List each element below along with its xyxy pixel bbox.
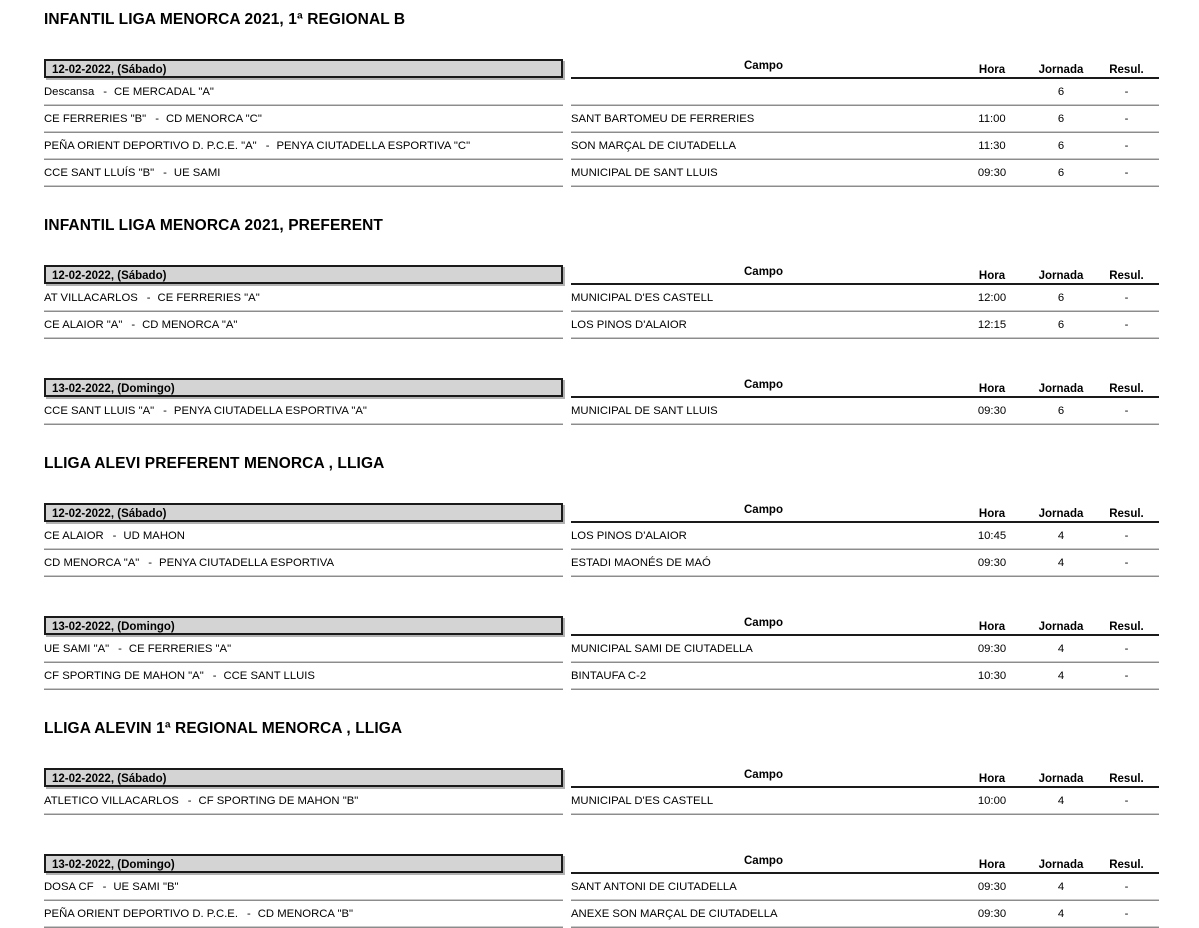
time-cell	[956, 78, 1028, 106]
round-cell: 4	[1028, 663, 1094, 690]
day-group	[0, 608, 1199, 690]
away-team: UE SAMI "B"	[113, 880, 179, 893]
day-group	[0, 495, 1199, 577]
date-bar	[44, 59, 563, 78]
field-cell: LOS PINOS D'ALAIOR	[571, 522, 956, 550]
home-team: CE ALAIOR	[44, 529, 104, 542]
date-bar	[44, 378, 563, 397]
away-team: CF SPORTING DE MAHON "B"	[198, 794, 359, 807]
round-cell: 4	[1028, 522, 1094, 550]
team-separator: -	[146, 291, 151, 304]
team-separator: -	[265, 140, 270, 153]
field-cell: LOS PINOS D'ALAIOR	[571, 312, 956, 339]
gap-cell	[563, 663, 571, 690]
gap-cell	[563, 106, 571, 133]
gap-cell	[563, 397, 571, 425]
round-cell: 4	[1028, 901, 1094, 928]
field-cell: SON MARÇAL DE CIUTADELLA	[571, 133, 956, 160]
table-header-row	[44, 760, 1159, 787]
round-cell: 6	[1028, 397, 1094, 425]
gap-cell	[563, 787, 571, 815]
home-team: ATLETICO VILLACARLOS	[44, 794, 179, 807]
date-bar	[44, 768, 563, 787]
competition-section	[0, 425, 1199, 690]
date-value: 12-02-2022,	[52, 64, 115, 77]
date-bar-cell	[44, 495, 563, 522]
column-header-resultado: Resul.	[1094, 51, 1159, 78]
header-spacer	[563, 608, 571, 635]
home-team: CF SPORTING DE MAHON "A"	[44, 670, 204, 683]
time-cell: 09:30	[956, 397, 1028, 425]
weekday-value: (Domingo)	[117, 621, 175, 634]
result-cell: -	[1094, 133, 1159, 160]
time-cell: 10:45	[956, 522, 1028, 550]
header-spacer	[563, 257, 571, 284]
result-cell: -	[1094, 522, 1159, 550]
match-cell	[44, 160, 563, 187]
away-team: PENYA CIUTADELLA ESPORTIVA	[159, 557, 334, 570]
spacer	[0, 690, 1199, 720]
result-cell: -	[1094, 873, 1159, 901]
away-team: CE FERRERIES "A"	[128, 642, 232, 655]
table-header-row	[44, 370, 1159, 397]
match-cell	[44, 522, 563, 550]
date-value: 12-02-2022,	[52, 508, 115, 521]
field-cell: SANT ANTONI DE CIUTADELLA	[571, 873, 956, 901]
gap-cell	[563, 522, 571, 550]
gap-cell	[563, 78, 571, 106]
header-spacer	[563, 51, 571, 78]
header-spacer	[563, 495, 571, 522]
competition-title: LLIGA ALEVIN 1ª REGIONAL MENORCA , LLIGA	[44, 720, 403, 738]
column-header-resultado: Resul.	[1094, 495, 1159, 522]
home-team: Descansa	[44, 85, 95, 98]
field-cell: ESTADI MAONÉS DE MAÓ	[571, 550, 956, 577]
away-team: CE MERCADAL "A"	[114, 85, 214, 98]
gap-cell	[563, 133, 571, 160]
round-cell: 6	[1028, 284, 1094, 312]
weekday-value: (Sábado)	[117, 508, 167, 521]
time-cell: 09:30	[956, 550, 1028, 577]
competition-title: INFANTIL LIGA MENORCA 2021, PREFERENT	[44, 217, 384, 235]
fixtures-table	[44, 51, 1159, 187]
fixtures-table	[44, 608, 1159, 690]
table-header-row	[44, 846, 1159, 873]
column-header-resultado: Resul.	[1094, 370, 1159, 397]
table-header-row	[44, 495, 1159, 522]
spacer	[0, 187, 1199, 217]
result-cell: -	[1094, 901, 1159, 928]
match-cell	[44, 106, 563, 133]
column-header-jornada: Jornada	[1028, 760, 1094, 787]
column-header-jornada: Jornada	[1028, 257, 1094, 284]
time-cell: 10:00	[956, 787, 1028, 815]
column-header-hora: Hora	[956, 257, 1028, 284]
column-header-resultado: Resul.	[1094, 846, 1159, 873]
day-group	[0, 760, 1199, 815]
fixtures-table	[44, 257, 1159, 339]
match-cell	[44, 663, 563, 690]
round-cell: 6	[1028, 106, 1094, 133]
away-team: CCE SANT LLUIS	[223, 670, 315, 683]
field-cell: MUNICIPAL SAMI DE CIUTADELLA	[571, 635, 956, 663]
table-row	[44, 160, 1159, 187]
match-cell	[44, 284, 563, 312]
result-cell: -	[1094, 787, 1159, 815]
column-header-hora: Hora	[956, 51, 1028, 78]
away-team: CD MENORCA "B"	[257, 908, 354, 921]
result-cell: -	[1094, 78, 1159, 106]
date-bar	[44, 854, 563, 873]
column-header-hora: Hora	[956, 495, 1028, 522]
away-team: UD MAHON	[123, 529, 185, 542]
date-value: 12-02-2022,	[52, 270, 115, 283]
team-separator: -	[163, 404, 167, 417]
competition-title: LLIGA ALEVI PREFERENT MENORCA , LLIGA	[44, 455, 385, 473]
result-cell: -	[1094, 397, 1159, 425]
date-bar	[44, 616, 563, 635]
date-value: 13-02-2022,	[52, 383, 115, 396]
time-cell: 11:30	[956, 133, 1028, 160]
result-cell: -	[1094, 284, 1159, 312]
column-header-jornada: Jornada	[1028, 846, 1094, 873]
field-cell: MUNICIPAL D'ES CASTELL	[571, 787, 956, 815]
column-header-campo: Campo	[571, 760, 956, 787]
team-separator: -	[103, 85, 108, 98]
home-team: CE ALAIOR "A"	[44, 319, 123, 332]
column-header-campo: Campo	[571, 370, 956, 397]
result-cell: -	[1094, 312, 1159, 339]
match-cell	[44, 550, 563, 577]
gap-cell	[563, 550, 571, 577]
team-separator: -	[112, 529, 117, 542]
spacer	[0, 339, 1199, 370]
column-header-hora: Hora	[956, 370, 1028, 397]
header-spacer	[563, 760, 571, 787]
away-team: CD MENORCA "C"	[165, 113, 262, 126]
match-cell	[44, 78, 563, 106]
column-header-campo: Campo	[571, 495, 956, 522]
team-separator: -	[131, 319, 136, 332]
column-header-hora: Hora	[956, 846, 1028, 873]
table-row	[44, 522, 1159, 550]
team-separator: -	[148, 557, 153, 570]
result-cell: -	[1094, 160, 1159, 187]
round-cell: 4	[1028, 873, 1094, 901]
day-group	[0, 370, 1199, 425]
time-cell: 12:00	[956, 284, 1028, 312]
time-cell: 12:15	[956, 312, 1028, 339]
date-value: 13-02-2022,	[52, 859, 115, 872]
round-cell: 6	[1028, 312, 1094, 339]
time-cell: 09:30	[956, 873, 1028, 901]
table-header-row	[44, 257, 1159, 284]
spacer	[0, 0, 1199, 11]
result-cell: -	[1094, 106, 1159, 133]
spacer	[0, 737, 1199, 760]
away-team: PENYA CIUTADELLA ESPORTIVA "C"	[276, 140, 471, 153]
team-separator: -	[155, 113, 159, 126]
competition-section	[0, 187, 1199, 425]
date-bar-cell	[44, 51, 563, 78]
date-bar-cell	[44, 846, 563, 873]
table-row	[44, 663, 1159, 690]
team-separator: -	[246, 908, 251, 921]
time-cell: 10:30	[956, 663, 1028, 690]
table-row	[44, 78, 1159, 106]
column-header-jornada: Jornada	[1028, 370, 1094, 397]
date-bar-cell	[44, 370, 563, 397]
table-row	[44, 787, 1159, 815]
table-row	[44, 284, 1159, 312]
home-team: DOSA CF	[44, 880, 94, 893]
fixtures-table	[44, 495, 1159, 577]
fixtures-table	[44, 370, 1159, 425]
home-team: UE SAMI "A"	[44, 642, 110, 655]
result-cell: -	[1094, 635, 1159, 663]
table-row	[44, 550, 1159, 577]
gap-cell	[563, 284, 571, 312]
field-cell: MUNICIPAL D'ES CASTELL	[571, 284, 956, 312]
table-header-row	[44, 51, 1159, 78]
header-spacer	[563, 846, 571, 873]
column-header-hora: Hora	[956, 608, 1028, 635]
round-cell: 6	[1028, 133, 1094, 160]
column-header-campo: Campo	[571, 608, 956, 635]
table-row	[44, 873, 1159, 901]
round-cell: 4	[1028, 550, 1094, 577]
field-cell	[571, 78, 956, 106]
competition-section	[0, 0, 1199, 187]
day-group	[0, 257, 1199, 339]
spacer	[0, 815, 1199, 846]
away-team: UE SAMI	[173, 167, 221, 180]
weekday-value: (Sábado)	[117, 270, 167, 283]
match-cell	[44, 133, 563, 160]
table-row	[44, 133, 1159, 160]
match-cell	[44, 635, 563, 663]
gap-cell	[563, 873, 571, 901]
date-value: 12-02-2022,	[52, 773, 115, 786]
column-header-jornada: Jornada	[1028, 495, 1094, 522]
team-separator: -	[118, 642, 122, 655]
column-header-hora: Hora	[956, 760, 1028, 787]
spacer	[0, 234, 1199, 257]
column-header-resultado: Resul.	[1094, 257, 1159, 284]
date-bar	[44, 265, 563, 284]
field-cell: ANEXE SON MARÇAL DE CIUTADELLA	[571, 901, 956, 928]
weekday-value: (Sábado)	[117, 64, 167, 77]
date-bar-cell	[44, 760, 563, 787]
gap-cell	[563, 901, 571, 928]
away-team: PENYA CIUTADELLA ESPORTIVA "A"	[173, 404, 367, 417]
column-header-resultado: Resul.	[1094, 608, 1159, 635]
result-cell: -	[1094, 663, 1159, 690]
fixtures-table	[44, 760, 1159, 815]
home-team: CCE SANT LLUIS "A"	[44, 404, 155, 417]
away-team: CD MENORCA "A"	[142, 319, 238, 332]
weekday-value: (Sábado)	[117, 773, 167, 786]
time-cell: 09:30	[956, 635, 1028, 663]
home-team: CCE SANT LLUÍS "B"	[44, 167, 155, 180]
spacer	[0, 28, 1199, 51]
table-row	[44, 397, 1159, 425]
match-cell	[44, 312, 563, 339]
spacer	[0, 472, 1199, 495]
column-header-campo: Campo	[571, 846, 956, 873]
home-team: PEÑA ORIENT DEPORTIVO D. P.C.E. "A"	[44, 140, 257, 153]
home-team: AT VILLACARLOS	[44, 291, 138, 304]
field-cell: MUNICIPAL DE SANT LLUIS	[571, 160, 956, 187]
team-separator: -	[212, 670, 217, 683]
date-bar	[44, 503, 563, 522]
date-bar-cell	[44, 257, 563, 284]
header-spacer	[563, 370, 571, 397]
round-cell: 6	[1028, 78, 1094, 106]
table-row	[44, 312, 1159, 339]
match-cell	[44, 873, 563, 901]
team-separator: -	[163, 167, 167, 180]
team-separator: -	[102, 880, 107, 893]
gap-cell	[563, 635, 571, 663]
field-cell: SANT BARTOMEU DE FERRERIES	[571, 106, 956, 133]
column-header-campo: Campo	[571, 51, 956, 78]
home-team: CD MENORCA "A"	[44, 557, 140, 570]
spacer	[0, 577, 1199, 608]
result-cell: -	[1094, 550, 1159, 577]
column-header-jornada: Jornada	[1028, 608, 1094, 635]
table-header-row	[44, 608, 1159, 635]
gap-cell	[563, 312, 571, 339]
weekday-value: (Domingo)	[117, 859, 175, 872]
gap-cell	[563, 160, 571, 187]
spacer	[0, 425, 1199, 455]
round-cell: 6	[1028, 160, 1094, 187]
round-cell: 4	[1028, 787, 1094, 815]
table-row	[44, 901, 1159, 928]
weekday-value: (Domingo)	[117, 383, 175, 396]
home-team: CE FERRERIES "B"	[44, 113, 147, 126]
date-value: 13-02-2022,	[52, 621, 115, 634]
time-cell: 09:30	[956, 901, 1028, 928]
column-header-jornada: Jornada	[1028, 51, 1094, 78]
field-cell: BINTAUFA C-2	[571, 663, 956, 690]
table-row	[44, 106, 1159, 133]
match-cell	[44, 787, 563, 815]
table-row	[44, 635, 1159, 663]
competition-title: INFANTIL LIGA MENORCA 2021, 1ª REGIONAL B	[44, 11, 406, 28]
round-cell: 4	[1028, 635, 1094, 663]
team-separator: -	[187, 794, 192, 807]
home-team: PEÑA ORIENT DEPORTIVO D. P.C.E.	[44, 908, 238, 921]
away-team: CE FERRERIES "A"	[157, 291, 260, 304]
match-cell	[44, 397, 563, 425]
column-header-resultado: Resul.	[1094, 760, 1159, 787]
time-cell: 11:00	[956, 106, 1028, 133]
date-bar-cell	[44, 608, 563, 635]
column-header-campo: Campo	[571, 257, 956, 284]
day-group	[0, 51, 1199, 187]
field-cell: MUNICIPAL DE SANT LLUIS	[571, 397, 956, 425]
time-cell: 09:30	[956, 160, 1028, 187]
competition-section	[0, 690, 1199, 928]
match-cell	[44, 901, 563, 928]
